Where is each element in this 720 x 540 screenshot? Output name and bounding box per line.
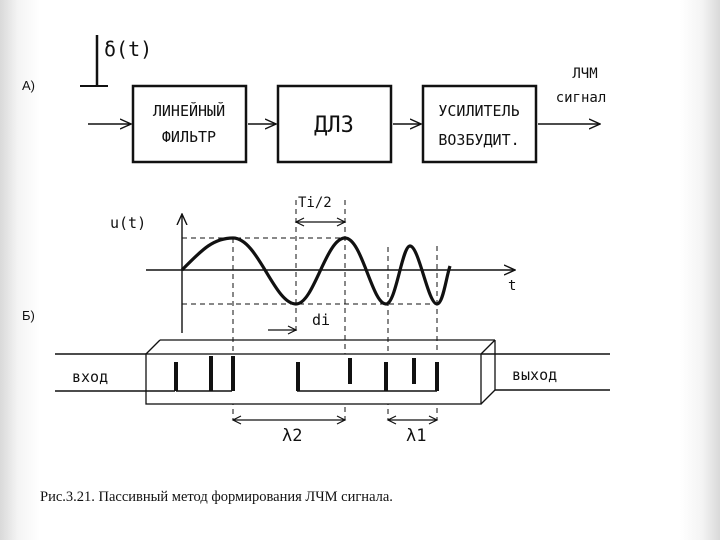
y-axis-label: u(t): [110, 214, 147, 232]
block-linear-filter: [133, 86, 246, 162]
panel-a-label: А): [22, 78, 35, 93]
figure-caption: Рис.3.21. Пассивный метод формирования ЛЧМ сигнала.: [40, 489, 393, 505]
half-period-label: Ti/2: [298, 195, 332, 211]
chirp-waveform: [182, 238, 450, 304]
block-linear-filter-line2: ФИЛЬТР: [161, 128, 217, 146]
output-label: выход: [512, 366, 558, 384]
block-amplifier-line2: ВОЗБУДИТ.: [438, 131, 520, 149]
input-label: вход: [72, 368, 109, 386]
impulse-symbol: δ(t): [104, 37, 153, 61]
delay-line-body: [146, 340, 495, 404]
block-dlz-label: ДЛЗ: [314, 113, 354, 138]
lambda1-label: λ1: [406, 426, 427, 446]
panel-b-label: Б): [22, 308, 35, 323]
block-amplifier: [423, 86, 536, 162]
x-axis-label: t: [508, 278, 517, 294]
block-amplifier-line1: УСИЛИТЕЛЬ: [438, 102, 520, 120]
output-label-line2: сигнал: [555, 90, 607, 106]
delay-label: di: [312, 311, 331, 329]
block-linear-filter-line1: ЛИНЕЙНЫЙ: [152, 102, 226, 120]
output-label-line1: ЛЧМ: [572, 66, 598, 82]
lambda2-label: λ2: [282, 426, 303, 446]
